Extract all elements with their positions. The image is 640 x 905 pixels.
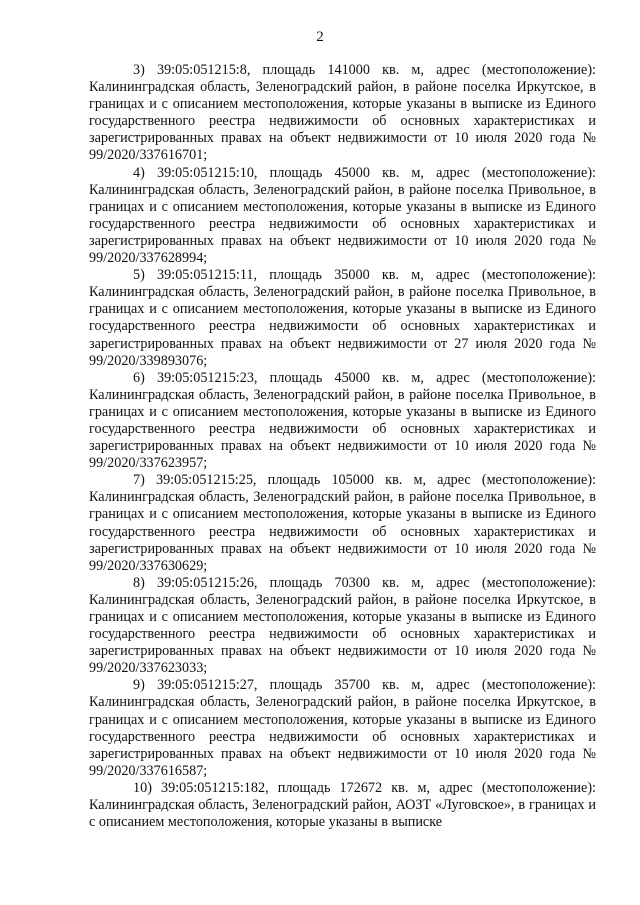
list-item: 5) 39:05:051215:11, площадь 35000 кв. м, адрес (местоположение): Калининградская область, Зеленоградский район, в районе поселка Привольное, в границах и с описанием местоположения, которые указаны в выписке из Единого государственного реестра недвижимости об основных характеристиках и зарегистрированных правах на объект недвижимости от 27 июля 2020 года № 99/2020/339893076;	[89, 267, 596, 369]
list-item: 6) 39:05:051215:23, площадь 45000 кв. м, адрес (местоположение): Калининградская область, Зеленоградский район, в районе поселка Привольное, в границах и с описанием местоположения, которые указаны в выписке из Единого государственного реестра недвижимости об основных характеристиках и зарегистрированных правах на объект недвижимости от 10 июля 2020 года № 99/2020/337623957;	[89, 369, 596, 472]
page-number: 2	[316, 29, 324, 45]
list-item: 4) 39:05:051215:10, площадь 45000 кв. м, адрес (местоположение): Калининградская область, Зеленоградский район, в районе поселка Привольное, в границах и с описанием местоположения, которые указаны в выписке из Единого государственного реестра недвижимости об основных характеристиках и зарегистрированных правах на объект недвижимости от 10 июля 2020 года № 99/2020/337628994;	[89, 164, 596, 267]
list-item: 9) 39:05:051215:27, площадь 35700 кв. м, адрес (местоположение): Калининградская область, Зеленоградский район, в районе поселка Иркутское, в границах и с описанием местоположения, которые указаны в выписке из Единого государственного реестра недвижимости об основных характеристиках и зарегистрированных правах на объект недвижимости от 10 июля 2020 года № 99/2020/337616587;	[89, 677, 596, 779]
list-item: 10) 39:05:051215:182, площадь 172672 кв. м, адрес (местоположение): Калининградская область, Зеленоградский район, АОЗТ «Луговское», в границах и с описанием местоположения, которые указаны в выписке	[89, 779, 596, 831]
list-item: 7) 39:05:051215:25, площадь 105000 кв. м, адрес (местоположение): Калининградская область, Зеленоградский район, в районе поселка Привольное, в границах и с описанием местоположения, которые указаны в выписке из Единого государственного реестра недвижимости об основных характеристиках и зарегистрированных правах на объект недвижимости от 10 июля 2020 года № 99/2020/337630629;	[89, 472, 596, 574]
document-body	[89, 62, 596, 831]
list-item: 3) 39:05:051215:8, площадь 141000 кв. м, адрес (местоположение): Калининградская область, Зеленоградский район, в районе поселка Иркутское, в границах и с описанием местоположения, которые указаны в выписке из Единого государственного реестра недвижимости об основных характеристиках и зарегистрированных правах на объект недвижимости от 10 июля 2020 года № 99/2020/337616701;	[89, 62, 596, 164]
list-item: 8) 39:05:051215:26, площадь 70300 кв. м, адрес (местоположение): Калининградская область, Зеленоградский район, в районе поселка Иркутское, в границах и с описанием местоположения, которые указаны в выписке из Единого государственного реестра недвижимости об основных характеристиках и зарегистрированных правах на объект недвижимости от 10 июля 2020 года № 99/2020/337623033;	[89, 574, 596, 677]
